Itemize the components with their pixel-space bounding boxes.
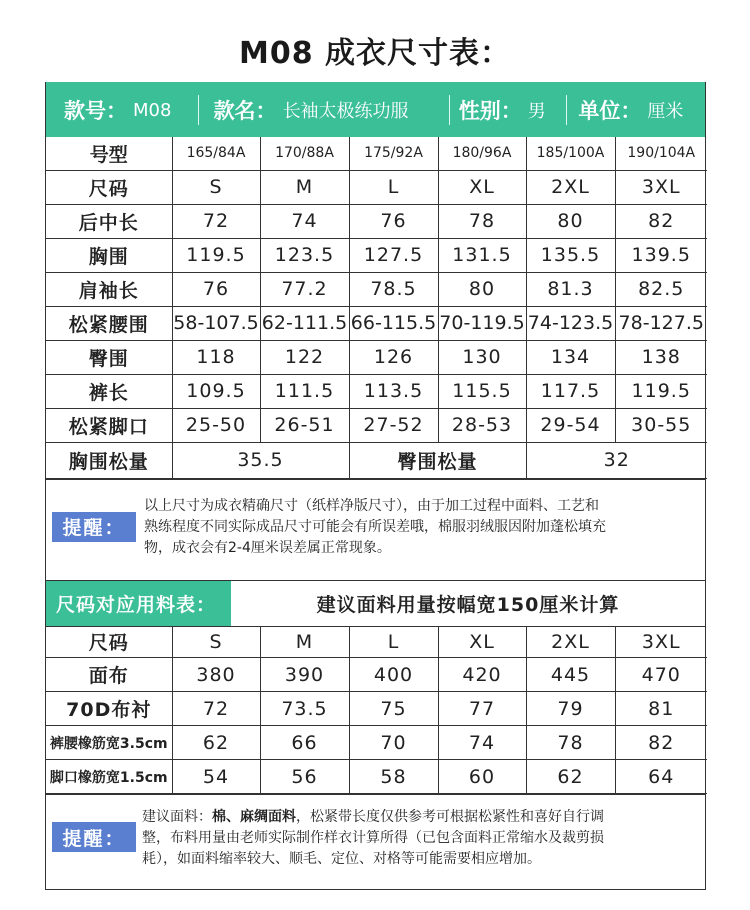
unit-label: 单位： (578, 99, 642, 123)
material-note-fabric: 棉、麻绸面料 (212, 809, 296, 825)
table-cell: 28-53 (438, 408, 526, 442)
row-label: 号型 (46, 137, 172, 170)
table-cell: 445 (526, 658, 615, 692)
row-label: 脚口橡筋宽1.5cm (46, 760, 172, 794)
table-row (46, 238, 707, 272)
table-cell: 58 (349, 760, 438, 794)
table-cell: 66-115.5 (349, 306, 438, 340)
material-note-text (142, 807, 702, 870)
table-cell: 77 (438, 692, 526, 726)
style-no-value: M08 (133, 99, 172, 121)
table-cell: 400 (349, 658, 438, 692)
table-row (46, 306, 707, 340)
table-row (46, 204, 707, 238)
fabric-section-subtitle: 建议面料用量按幅宽150厘米计算 (316, 593, 620, 616)
table-cell: M (260, 170, 349, 204)
table-cell: 390 (260, 658, 349, 692)
table-cell: XL (438, 627, 526, 658)
table-cell: 80 (438, 272, 526, 306)
hip-ease-value: 32 (526, 442, 707, 478)
table-cell: 127.5 (349, 238, 438, 272)
table-cell: 58-107.5 (172, 306, 260, 340)
table-cell: 73.5 (260, 692, 349, 726)
table-cell: 130 (438, 340, 526, 374)
material-note-prefix: 建议面料： (142, 809, 212, 825)
reminder-text (144, 496, 700, 559)
table-cell: 170/88A (260, 137, 349, 170)
material-note (46, 794, 705, 890)
table-cell: 80 (526, 204, 615, 238)
table-cell: XL (438, 170, 526, 204)
row-label: 松紧腰围 (46, 306, 172, 340)
table-cell: 72 (172, 204, 260, 238)
table-cell: 134 (526, 340, 615, 374)
table-cell: 62 (172, 726, 260, 760)
reminder-badge: 提醒： (52, 512, 136, 542)
gender (449, 83, 567, 137)
table-cell: 70 (349, 726, 438, 760)
table-cell: 111.5 (260, 374, 349, 408)
table-cell: 139.5 (615, 238, 707, 272)
table-cell: 81 (615, 692, 707, 726)
table-cell: 82 (615, 204, 707, 238)
hip-ease-label: 臀围松量 (349, 442, 526, 478)
table-cell: 115.5 (438, 374, 526, 408)
table-cell: 175/92A (349, 137, 438, 170)
table-cell: 30-55 (615, 408, 707, 442)
row-label: 松紧脚口 (46, 408, 172, 442)
table-cell: 75 (349, 692, 438, 726)
table-cell: 78-127.5 (615, 306, 707, 340)
page-title: M08 成衣尺寸表： (238, 36, 512, 71)
size-table (46, 137, 707, 479)
table-row (46, 340, 707, 374)
unit-value: 厘米 (647, 101, 684, 122)
gender-label: 性别： (458, 99, 522, 123)
reminder-line: 以上尺寸为成衣精确尺寸（纸样净版尺寸），由于加工过程中面料、工艺和 (144, 497, 599, 514)
size-chart-frame (45, 82, 706, 890)
table-cell: 62 (526, 760, 615, 794)
row-label: 尺码 (46, 627, 172, 658)
table-cell: 26-51 (260, 408, 349, 442)
table-cell: 64 (615, 760, 707, 794)
table-cell: 165/84A (172, 137, 260, 170)
table-row (46, 408, 707, 442)
table-cell: 72 (172, 692, 260, 726)
row-label: 裤长 (46, 374, 172, 408)
reminder-line: 熟练程度不同实际成品尺寸可能会有所误差哦，棉服羽绒服因附加蓬松填充 (144, 518, 606, 535)
table-cell: 66 (260, 726, 349, 760)
unit (566, 83, 705, 137)
table-cell: 25-50 (172, 408, 260, 442)
table-row (46, 658, 707, 692)
row-label: 面布 (46, 658, 172, 692)
table-cell: 109.5 (172, 374, 260, 408)
table-row (46, 170, 707, 204)
table-cell: 180/96A (438, 137, 526, 170)
chest-ease-label: 胸围松量 (46, 442, 172, 478)
table-cell: 380 (172, 658, 260, 692)
material-note-suffix: ，松紧带长度仅供参考可根据松紧性和喜好自行调 (296, 809, 604, 825)
table-row (46, 272, 707, 306)
table-cell: 135.5 (526, 238, 615, 272)
table-cell: 79 (526, 692, 615, 726)
material-note-badge: 提醒： (52, 822, 136, 852)
table-cell: 3XL (615, 170, 707, 204)
ease-row (46, 442, 707, 478)
table-cell: 118 (172, 340, 260, 374)
table-cell: 113.5 (349, 374, 438, 408)
table-cell: 74 (438, 726, 526, 760)
table-cell: 54 (172, 760, 260, 794)
table-cell: L (349, 627, 438, 658)
table-cell: 470 (615, 658, 707, 692)
material-note-line: 整，布料用量由老师实际制作样衣计算所得（已包含面料正常缩水及裁剪损 (142, 830, 604, 846)
table-cell: 76 (172, 272, 260, 306)
table-cell: S (172, 170, 260, 204)
table-cell: 77.2 (260, 272, 349, 306)
style-no-label: 款号： (64, 99, 127, 123)
material-note-line: 耗），如面料缩率较大、顺毛、定位、对格等可能需要相应增加。 (142, 851, 541, 867)
table-cell: 126 (349, 340, 438, 374)
table-cell: 185/100A (526, 137, 615, 170)
table-cell: 2XL (526, 170, 615, 204)
fabric-section-header (46, 581, 705, 627)
row-label: 尺码 (46, 170, 172, 204)
gender-value: 男 (527, 101, 546, 122)
table-cell: 131.5 (438, 238, 526, 272)
table-cell: 123.5 (260, 238, 349, 272)
chest-ease-value: 35.5 (172, 442, 349, 478)
style-no (46, 83, 198, 137)
table-row (46, 726, 707, 760)
material-note-line (142, 807, 702, 828)
table-cell: 76 (349, 204, 438, 238)
table-cell: 138 (615, 340, 707, 374)
table-cell: M (260, 627, 349, 658)
table-row (46, 137, 707, 170)
table-cell: 62-111.5 (260, 306, 349, 340)
fabric-table (46, 627, 707, 795)
table-cell: 2XL (526, 627, 615, 658)
table-cell: 56 (260, 760, 349, 794)
table-cell: 78 (526, 726, 615, 760)
table-cell: 60 (438, 760, 526, 794)
table-cell: 122 (260, 340, 349, 374)
header-bar (46, 82, 705, 137)
row-label: 臀围 (46, 340, 172, 374)
style-name-value: 长袖太极练功服 (282, 101, 409, 122)
row-label: 胸围 (46, 238, 172, 272)
table-cell: 119.5 (172, 238, 260, 272)
row-label: 后中长 (46, 204, 172, 238)
table-row (46, 627, 707, 658)
table-cell: 119.5 (615, 374, 707, 408)
table-cell: 27-52 (349, 408, 438, 442)
row-label: 70D布衬 (46, 692, 172, 726)
table-cell: 82 (615, 726, 707, 760)
table-cell: 420 (438, 658, 526, 692)
row-label: 裤腰橡筋宽3.5cm (46, 726, 172, 760)
table-cell: S (172, 627, 260, 658)
fabric-section-tag: 尺码对应用料表： (46, 581, 231, 626)
table-row (46, 692, 707, 726)
table-cell: 74 (260, 204, 349, 238)
table-cell: 3XL (615, 627, 707, 658)
table-cell: 78.5 (349, 272, 438, 306)
table-cell: 190/104A (615, 137, 707, 170)
style-name-label: 款名： (213, 99, 277, 123)
reminder-note (46, 479, 705, 581)
table-cell: 117.5 (526, 374, 615, 408)
reminder-line: 物，成衣会有2-4厘米误差属正常现象。 (144, 539, 391, 556)
table-row (46, 374, 707, 408)
table-cell: L (349, 170, 438, 204)
table-row (46, 760, 707, 794)
table-cell: 78 (438, 204, 526, 238)
style-name (198, 83, 449, 137)
table-cell: 74-123.5 (526, 306, 615, 340)
table-cell: 70-119.5 (438, 306, 526, 340)
table-cell: 82.5 (615, 272, 707, 306)
row-label: 肩袖长 (46, 272, 172, 306)
table-cell: 81.3 (526, 272, 615, 306)
table-cell: 29-54 (526, 408, 615, 442)
